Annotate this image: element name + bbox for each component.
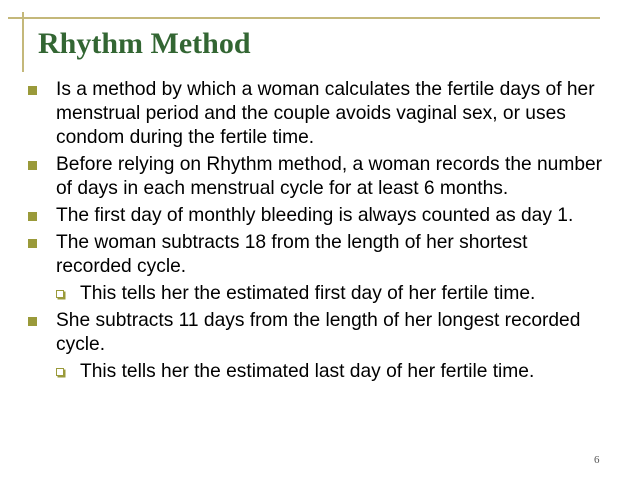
bullet-item	[26, 231, 606, 279]
square-bullet-icon	[28, 86, 37, 95]
bullet-text: The first day of monthly bleeding is always counted as day 1.	[56, 205, 574, 226]
page-number: 6	[594, 454, 600, 466]
sub-bullet-text: This tells her the estimated last day of her fertile time.	[80, 361, 535, 382]
bullet-item	[26, 153, 606, 201]
bullet-text: Before relying on Rhythm method, a woman records the number of days in each menstrual cycle for at least 6 months.	[56, 154, 603, 199]
bullet-item	[26, 204, 606, 228]
square-bullet-icon	[28, 239, 37, 248]
bullet-text: The woman subtracts 18 from the length of her shortest recorded cycle.	[56, 232, 528, 277]
decorative-vertical-line	[22, 12, 24, 72]
bullet-item	[26, 309, 606, 357]
square-bullet-icon	[28, 161, 37, 170]
sub-bullet-item	[26, 360, 606, 384]
bullet-text: She subtracts 11 days from the length of her longest recorded cycle.	[56, 310, 581, 355]
hollow-square-bullet-icon	[56, 368, 64, 376]
bullet-item	[26, 78, 606, 150]
square-bullet-icon	[28, 317, 37, 326]
square-bullet-icon	[28, 212, 37, 221]
hollow-square-bullet-icon	[56, 290, 64, 298]
slide-title: Rhythm Method	[38, 27, 251, 60]
slide-content	[26, 78, 606, 387]
sub-bullet-text: This tells her the estimated first day of her fertile time.	[80, 283, 536, 304]
decorative-horizontal-line	[8, 17, 600, 19]
sub-bullet-item	[26, 282, 606, 306]
bullet-text: Is a method by which a woman calculates the fertile days of her menstrual period and the couple avoids vaginal sex, or uses condom during the fertile time.	[56, 79, 595, 148]
